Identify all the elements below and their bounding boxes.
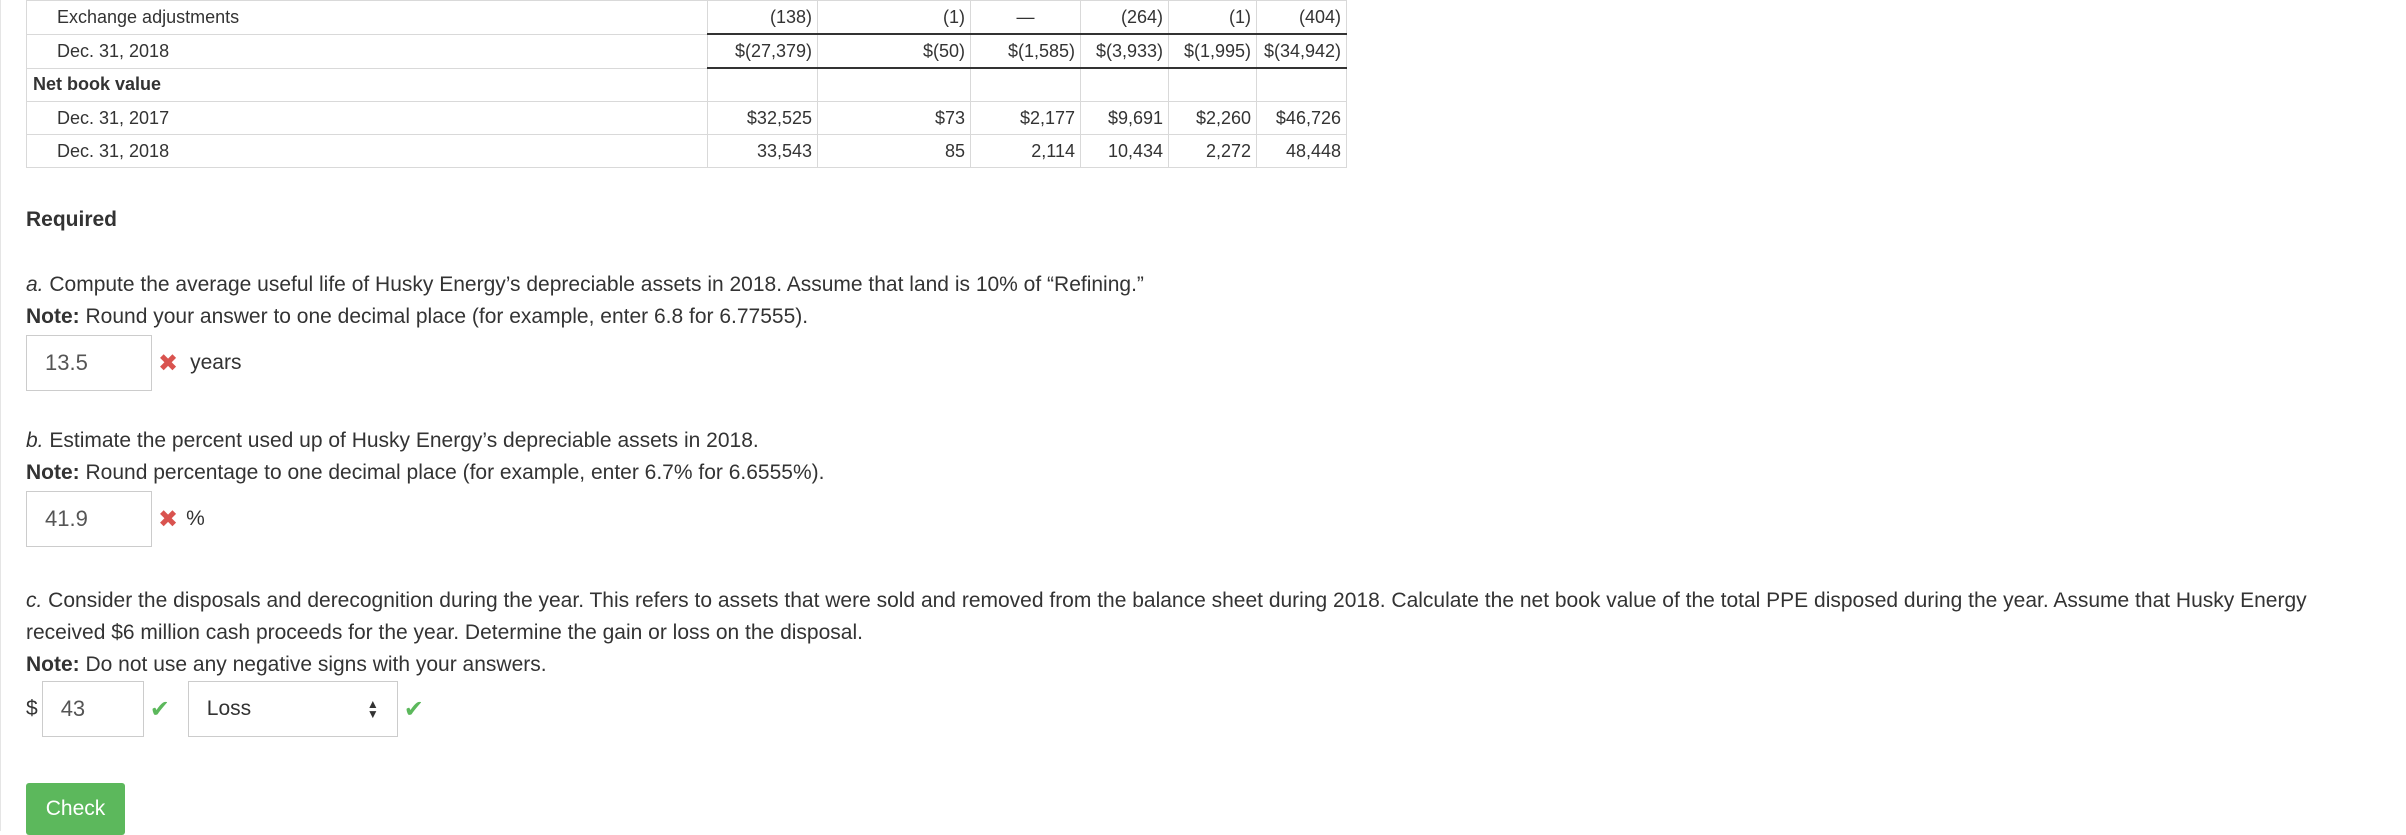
table-cell: $(1,585)	[971, 34, 1081, 68]
ppe-table	[26, 0, 1347, 168]
answer-row-c	[26, 681, 424, 737]
table-cell: $2,177	[971, 102, 1081, 135]
table-cell: $(50)	[818, 34, 971, 68]
select-value: Loss	[206, 697, 252, 720]
table-row	[27, 68, 1347, 102]
check-icon: ✔	[149, 695, 170, 723]
gain-loss-select[interactable]	[188, 681, 398, 737]
note-text: Round your answer to one decimal place (for example, enter 6.8 for 6.77555).	[79, 305, 809, 328]
table-cell: 33,543	[708, 135, 818, 168]
table-cell: $(34,942)	[1257, 34, 1347, 68]
answer-input-a[interactable]	[26, 335, 152, 391]
answer-input-b[interactable]	[26, 491, 152, 547]
table-cell: 2,114	[971, 135, 1081, 168]
table-cell: (1)	[1169, 1, 1257, 35]
dash-value: —	[1016, 6, 1035, 27]
note-label: Note:	[26, 461, 80, 484]
table-cell	[818, 68, 971, 102]
table-cell	[708, 68, 818, 102]
table-cell: 2,272	[1169, 135, 1257, 168]
answer-row-a	[26, 335, 241, 391]
table-row	[27, 1, 1347, 35]
table-cell: $46,726	[1257, 102, 1347, 135]
row-label: Dec. 31, 2017	[27, 102, 708, 135]
table-row	[27, 34, 1347, 68]
table-cell	[971, 68, 1081, 102]
table-cell: $2,260	[1169, 102, 1257, 135]
table-cell	[971, 1, 1081, 35]
unit-label: years	[190, 351, 242, 374]
check-button[interactable]: Check	[26, 783, 125, 835]
row-label: Dec. 31, 2018	[27, 34, 708, 68]
question-text: Estimate the percent used up of Husky Energy’s depreciable assets in 2018.	[43, 429, 759, 452]
check-icon: ✔	[403, 695, 424, 723]
table-cell: (1)	[818, 1, 971, 35]
table-cell: $(1,995)	[1169, 34, 1257, 68]
question-a	[26, 269, 1144, 301]
table-cell: $(3,933)	[1081, 34, 1169, 68]
table-cell: 85	[818, 135, 971, 168]
table-row	[27, 102, 1347, 135]
table-row	[27, 135, 1347, 168]
table-cell: (264)	[1081, 1, 1169, 35]
table-cell: 48,448	[1257, 135, 1347, 168]
answer-input-c[interactable]	[42, 681, 144, 737]
table-cell: $73	[818, 102, 971, 135]
question-letter: b.	[26, 429, 44, 452]
currency-symbol: $	[26, 697, 38, 720]
table-cell	[1257, 68, 1347, 102]
section-label: Net book value	[27, 68, 708, 102]
note-c	[26, 649, 547, 681]
note-text: Do not use any negative signs with your answers.	[79, 653, 547, 676]
table-cell: (404)	[1257, 1, 1347, 35]
note-a	[26, 301, 808, 333]
question-text: Compute the average useful life of Husky Energy’s depreciable assets in 2018. Assume that land is 10% of “Refining.”	[43, 273, 1144, 296]
table-cell: $(27,379)	[708, 34, 818, 68]
x-icon: ✖	[158, 349, 179, 377]
answer-row-b	[26, 491, 205, 547]
question-letter: c.	[26, 589, 43, 612]
note-label: Note:	[26, 305, 80, 328]
note-text: Round percentage to one decimal place (for example, enter 6.7% for 6.6555%).	[79, 461, 825, 484]
table-cell	[1081, 68, 1169, 102]
x-icon: ✖	[158, 505, 179, 533]
note-label: Note:	[26, 653, 80, 676]
table-cell: $9,691	[1081, 102, 1169, 135]
question-c	[26, 585, 2371, 649]
question-letter: a.	[26, 273, 44, 296]
note-b	[26, 457, 824, 489]
table-cell: (138)	[708, 1, 818, 35]
table-cell: $32,525	[708, 102, 818, 135]
row-label: Exchange adjustments	[27, 1, 708, 35]
unit-label: %	[186, 507, 205, 530]
row-label: Dec. 31, 2018	[27, 135, 708, 168]
required-heading: Required	[26, 208, 118, 231]
question-b	[26, 425, 759, 457]
table-cell	[1169, 68, 1257, 102]
table-cell: 10,434	[1081, 135, 1169, 168]
question-text: Consider the disposals and derecognition during the year. This refers to assets that were sold and removed from the balance sheet during 2018. Calculate the net book value of the total PPE disposed during the year. Assume that Husky Energy received $6 million cash proceeds for the year. Determine the gain or loss on the disposal.	[26, 589, 2307, 644]
updown-arrows-icon: ▲ ▼	[366, 697, 379, 721]
